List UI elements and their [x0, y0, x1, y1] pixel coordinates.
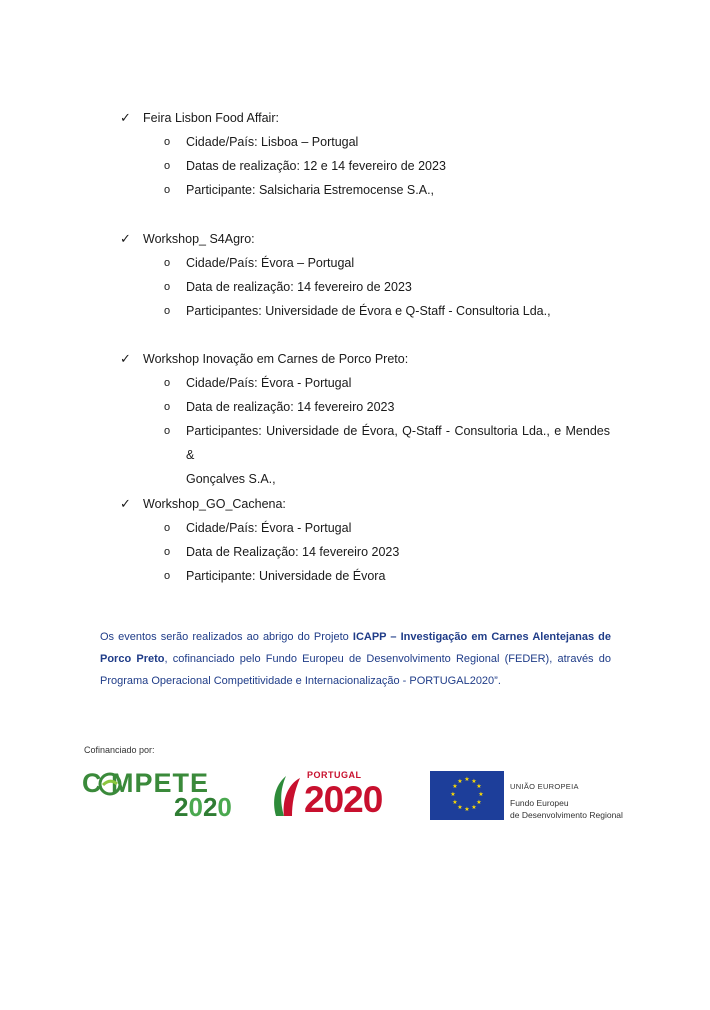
- bullet-icon: o: [164, 257, 171, 269]
- eu-stars-icon: [430, 771, 504, 820]
- eu-union-label: UNIÃO EUROPEIA: [510, 782, 579, 791]
- event-block: [120, 227, 620, 323]
- project-name-bold-cont: Preto: [136, 653, 165, 665]
- event-title-text: Workshop Inovação em Carnes de Porco Preto:: [143, 352, 409, 366]
- event-title-text: Feira Lisbon Food Affair:: [143, 111, 279, 125]
- bullet-icon: o: [164, 401, 171, 413]
- compete-year: [174, 792, 232, 823]
- cofinanciado-label: Cofinanciado por:: [84, 745, 155, 755]
- compete-year-digit: 2: [202, 792, 218, 822]
- event-detail-text: Cidade/País: Lisboa – Portugal: [186, 135, 359, 149]
- event-detail-text: Participantes: Universidade de Évora, Q-Staff - Consultoria Lda., e Mendes &: [186, 424, 610, 462]
- event-detail: [164, 371, 620, 395]
- event-title-text: Workshop_GO_Cachena:: [143, 497, 286, 511]
- event-detail: [164, 275, 620, 299]
- event-detail-text: Data de realização: 14 fevereiro de 2023: [186, 280, 412, 294]
- event-detail-text: Data de Realização: 14 fevereiro 2023: [186, 545, 400, 559]
- checkmark-icon: ✓: [120, 351, 131, 366]
- project-name-bold: ICAPP – Investigação em Carnes Alentejanas de Porco: [100, 631, 611, 665]
- bullet-icon: o: [164, 570, 171, 582]
- bullet-icon: o: [164, 305, 171, 317]
- bullet-icon: o: [164, 160, 171, 172]
- eu-flag: [430, 771, 504, 820]
- checkmark-icon: ✓: [120, 231, 131, 246]
- event-detail-text: Datas de realização: 12 e 14 fevereiro de 2023: [186, 159, 446, 173]
- portugal-2020-logo: [270, 768, 420, 824]
- event-block: [120, 347, 620, 491]
- event-detail-text: Cidade/País: Évora - Portugal: [186, 521, 352, 535]
- event-block: [120, 106, 620, 202]
- event-detail: [164, 395, 620, 419]
- bullet-icon: o: [164, 377, 171, 389]
- event-detail-text: Participante: Universidade de Évora: [186, 569, 386, 583]
- compete-2020-logo: [82, 768, 252, 824]
- svg-text:★: ★: [476, 799, 482, 806]
- compete-year-digit: 0: [217, 792, 232, 822]
- event-detail-text: Participantes: Universidade de Évora e Q-Staff - Consultoria Lda.,: [186, 304, 551, 318]
- bullet-icon: o: [164, 522, 171, 534]
- event-detail: [164, 251, 620, 275]
- eu-text: [510, 781, 623, 821]
- event-block: [120, 492, 620, 588]
- event-detail-text: Data de realização: 14 fevereiro 2023: [186, 400, 395, 414]
- checkmark-icon: ✓: [120, 110, 131, 125]
- svg-text:★: ★: [476, 783, 482, 790]
- event-detail: [164, 564, 620, 588]
- portugal-label: PORTUGAL: [307, 770, 362, 780]
- svg-text:★: ★: [450, 791, 456, 798]
- portugal-year: 2020: [304, 779, 383, 820]
- svg-text:★: ★: [457, 778, 463, 785]
- svg-text:★: ★: [471, 804, 477, 811]
- compete-year-digit: 0: [188, 792, 203, 822]
- event-detail: [164, 516, 620, 540]
- event-title-text: Workshop_ S4Agro:: [143, 232, 255, 246]
- checkmark-icon: ✓: [120, 496, 131, 511]
- bullet-icon: o: [164, 136, 171, 148]
- funding-text-post: , cofinanciado pelo Fundo Europeu de Desenvolvimento Regional (FEDER), através do Programa Operacional Competitividade e Internacionalização - PORTUGAL2020”.: [100, 653, 611, 687]
- funding-paragraph: [100, 626, 611, 692]
- event-detail: [164, 540, 620, 564]
- eu-fund-label: Fundo Europeu: [510, 798, 569, 808]
- svg-text:★: ★: [464, 806, 470, 813]
- event-detail-text: Cidade/País: Évora - Portugal: [186, 376, 352, 390]
- bullet-icon: o: [164, 425, 171, 437]
- event-detail-text: Gonçalves S.A.,: [186, 472, 276, 486]
- event-detail: [164, 154, 620, 178]
- eu-fund-label-2: de Desenvolvimento Regional: [510, 810, 623, 820]
- svg-text:★: ★: [457, 804, 463, 811]
- svg-text:★: ★: [471, 778, 477, 785]
- svg-text:★: ★: [478, 791, 484, 798]
- event-title: [120, 106, 620, 130]
- portugal-2020-leaf-icon: [270, 772, 302, 818]
- event-detail-text: Cidade/País: Évora – Portugal: [186, 256, 355, 270]
- compete-globe-icon: [98, 772, 122, 796]
- event-title: [120, 347, 620, 371]
- svg-text:★: ★: [452, 799, 458, 806]
- event-detail: [164, 178, 620, 202]
- bullet-icon: o: [164, 281, 171, 293]
- event-title: [120, 227, 620, 251]
- event-detail: [164, 419, 610, 467]
- event-detail-continued: [164, 467, 620, 491]
- svg-text:★: ★: [464, 776, 470, 783]
- compete-wordmark: C MPETE: [82, 768, 210, 798]
- bullet-icon: o: [164, 184, 171, 196]
- svg-text:★: ★: [452, 783, 458, 790]
- event-detail: [164, 130, 620, 154]
- event-detail: [164, 299, 620, 323]
- compete-year-digit: 2: [174, 792, 189, 822]
- funding-text-pre: Os eventos serão realizados ao abrigo do Projeto: [100, 631, 353, 643]
- event-title: [120, 492, 620, 516]
- bullet-icon: o: [164, 546, 171, 558]
- event-detail-text: Participante: Salsicharia Estremocense S.A.,: [186, 183, 435, 197]
